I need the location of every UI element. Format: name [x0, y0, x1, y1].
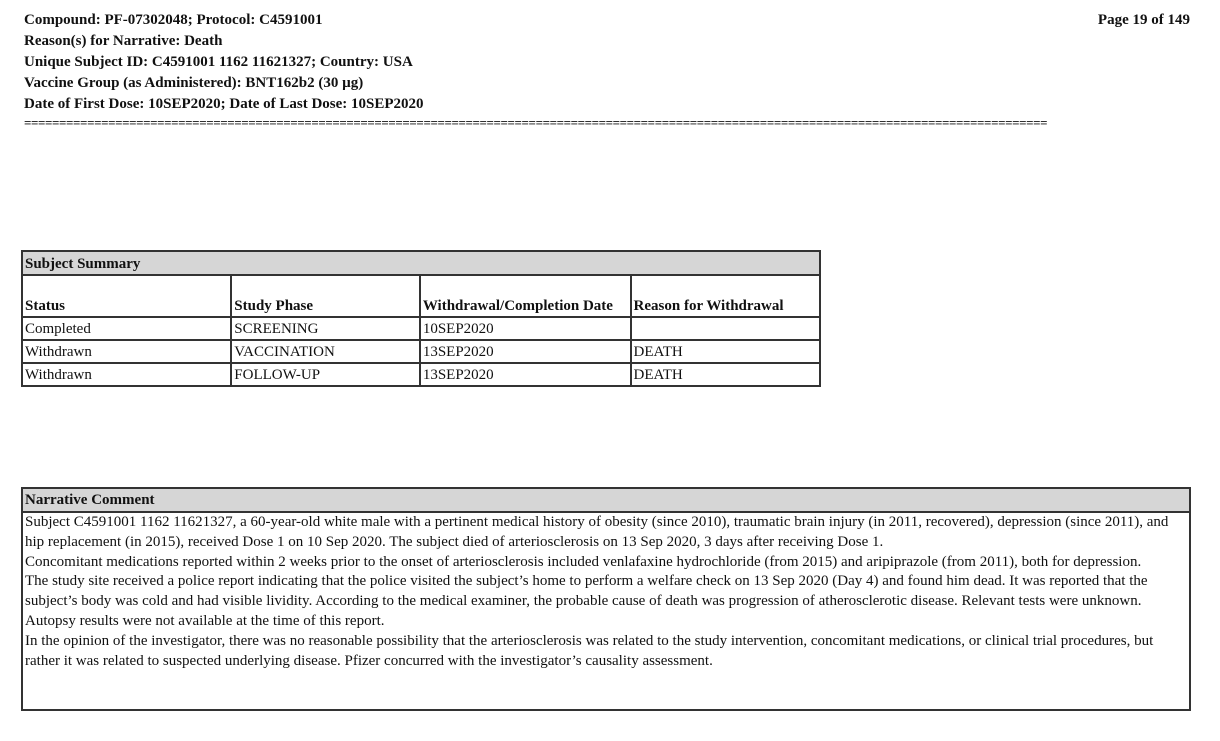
table-row [22, 340, 820, 363]
narrative-paragraph: Concomitant medications reported within 2 weeks prior to the onset of arteriosclerosis included venlafaxine hydrochloride (from 2015) and aripiprazole (from 2011), both for depression. [25, 553, 1142, 570]
column-header-reason: Reason for Withdrawal [631, 275, 820, 317]
study-phase-cell: FOLLOW-UP [231, 363, 420, 386]
column-header-withdrawal-date: Withdrawal/Completion Date [420, 275, 631, 317]
reason-cell: DEATH [631, 340, 820, 363]
status-cell: Completed [22, 317, 231, 340]
document-header [24, 10, 1190, 115]
status-cell: Withdrawn [22, 340, 231, 363]
compound-protocol-line: Compound: PF-07302048; Protocol: C4591001 [24, 12, 323, 28]
column-header-status: Status [22, 275, 231, 317]
narrative-comment-table [21, 487, 1191, 711]
table-row [22, 363, 820, 386]
date-cell: 13SEP2020 [420, 363, 631, 386]
subject-summary-table [21, 250, 821, 387]
narrative-comment-body [22, 512, 1190, 710]
reason-cell: DEATH [631, 363, 820, 386]
reason-cell [631, 317, 820, 340]
dose-dates-line: Date of First Dose: 10SEP2020; Date of Last Dose: 10SEP2020 [24, 96, 424, 112]
page-number: Page 19 of 149 [1097, 12, 1190, 28]
date-cell: 13SEP2020 [420, 340, 631, 363]
study-phase-cell: VACCINATION [231, 340, 420, 363]
table-header-row [22, 275, 820, 317]
date-cell: 10SEP2020 [420, 317, 631, 340]
subject-id-line: Unique Subject ID: C4591001 1162 11621327; Country: USA [24, 54, 413, 70]
vaccine-group-line: Vaccine Group (as Administered): BNT162b2 (30 µg) [24, 75, 364, 91]
narrative-reason-line: Reason(s) for Narrative: Death [24, 33, 223, 49]
subject-summary-title: Subject Summary [22, 251, 820, 275]
column-header-study-phase: Study Phase [231, 275, 420, 317]
narrative-paragraph: The study site received a police report indicating that the police visited the subject’s home to perform a welfare check on 13 Sep 2020 (Day 4) and found him dead. It was reported that the subject’s body was cold and had visible lividity. According to the medical examiner, the probable cause of death was progression of atherosclerotic disease. Relevant tests were unknown. Autopsy results were not available at the time of this report. [25, 573, 1148, 629]
separator-rule: ================================================================================================================================================== [24, 116, 1048, 130]
narrative-comment-title: Narrative Comment [22, 488, 1190, 512]
table-row [22, 317, 820, 340]
narrative-paragraph: In the opinion of the investigator, there was no reasonable possibility that the arteriosclerosis was related to the study intervention, concomitant medications, or clinical trial procedures, but rather it was related to suspected underlying disease. Pfizer concurred with the investigator’s causality assessment. [25, 632, 1154, 669]
status-cell: Withdrawn [22, 363, 231, 386]
narrative-paragraph: Subject C4591001 1162 11621327, a 60-year-old white male with a pertinent medical history of obesity (since 2010), traumatic brain injury (in 2011, recovered), depression (since 2011), and hip replacement (in 2015), received Dose 1 on 10 Sep 2020. The subject died of arteriosclerosis on 13 Sep 2020, 3 days after receiving Dose 1. [25, 514, 1169, 550]
study-phase-cell: SCREENING [231, 317, 420, 340]
